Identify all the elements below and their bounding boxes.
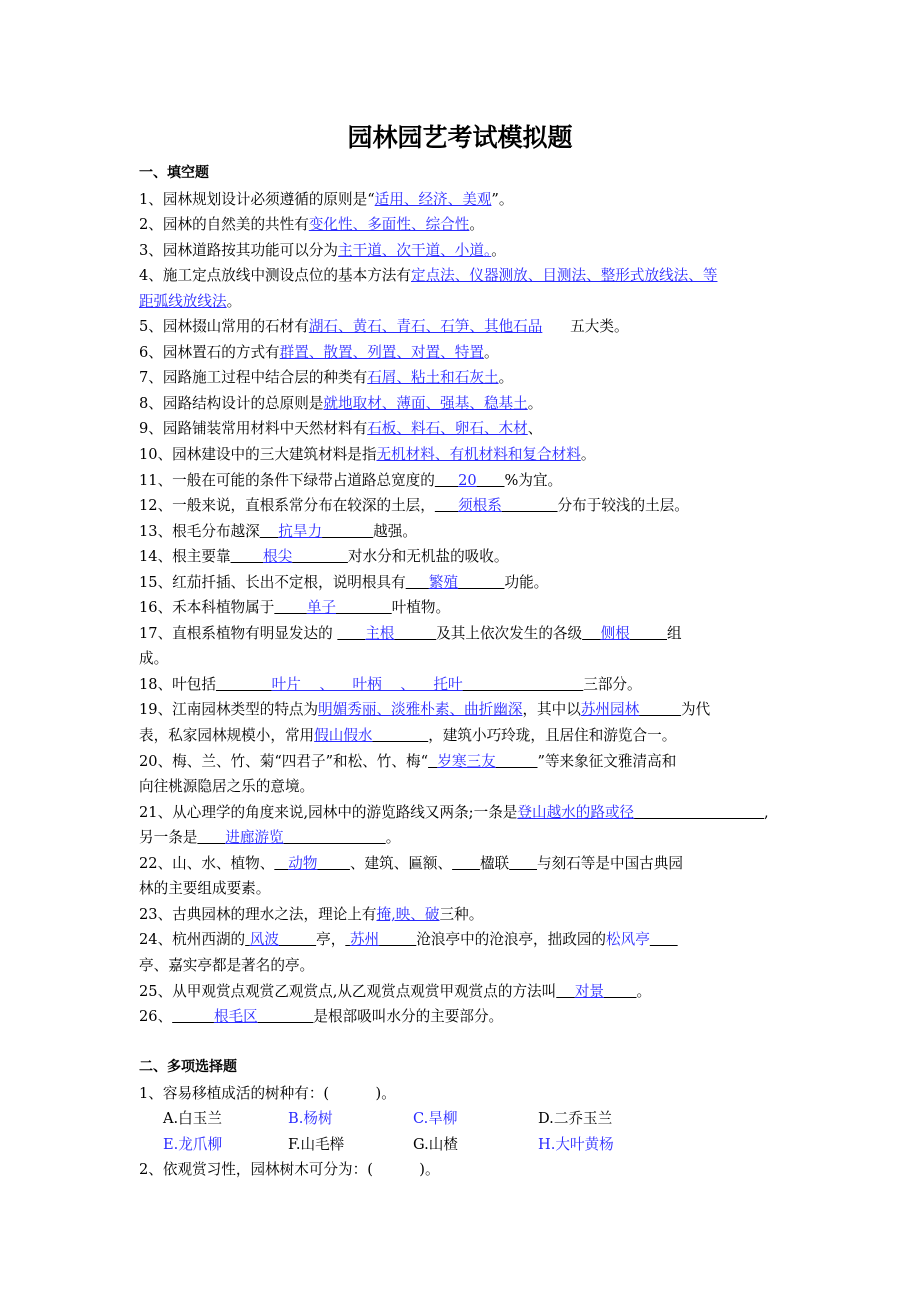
question-text: 2、园林的自然美的共性有	[139, 216, 309, 234]
question-text: 沧浪亭中的沧浪亭，拙政园的	[416, 931, 607, 949]
answer-text: 湖石、黄石、青石、石笋、其他石品	[308, 318, 543, 336]
question-line	[139, 953, 799, 979]
answer-text: 松风亭	[606, 931, 650, 949]
question-text: 五大类。	[542, 318, 629, 336]
answer-blank	[394, 625, 436, 642]
answer-text: 风波	[249, 931, 279, 949]
answer-blank	[452, 855, 480, 872]
question-line	[139, 519, 799, 545]
question-text: 林的主要组成要素。	[139, 880, 271, 898]
answer-blank	[317, 855, 349, 872]
answer-blank	[197, 829, 225, 846]
question-text: 10、园林建设中的三大建筑材料是指	[139, 446, 377, 464]
question-text: ”等来象征文雅清高和	[537, 752, 677, 770]
answer-text: 侧根	[600, 624, 630, 642]
answer-blank	[463, 676, 584, 693]
question-text: 11、一般在可能的条件下绿带占道路总宽度的	[139, 471, 435, 489]
question-line	[139, 774, 799, 800]
question-line	[139, 825, 799, 851]
question-text: 楹联	[479, 854, 510, 872]
question-line	[139, 314, 799, 340]
question-line	[139, 902, 799, 928]
mc-option: G.山楂	[413, 1135, 458, 1153]
answer-blank	[292, 548, 348, 565]
question-line	[139, 468, 799, 494]
question-text: 向往桃源隐居之乐的意境。	[139, 778, 315, 796]
question-line	[139, 442, 799, 468]
answer-blank	[284, 829, 386, 846]
question-line	[139, 493, 799, 519]
question-text: 。	[491, 241, 506, 259]
question-line	[139, 646, 799, 672]
question-text: 26、	[139, 1008, 173, 1026]
question-text: 20、梅、兰、竹、菊“四君子”和松、竹、梅“	[139, 752, 429, 770]
question-text: 6、园林置石的方式有	[139, 343, 280, 361]
question-text: 、建筑、匾额、	[349, 854, 453, 872]
question-line	[139, 800, 799, 826]
question-text: 越强。	[373, 522, 417, 540]
question-text: 功能。	[504, 573, 549, 591]
answer-text: 无机材料、有机材料和复合材料	[376, 446, 581, 464]
question-line	[139, 365, 799, 391]
question-line	[139, 979, 799, 1005]
answer-blank	[556, 983, 575, 1000]
answer-blank	[216, 676, 272, 693]
document-body	[139, 161, 799, 1183]
question-line	[139, 595, 799, 621]
mc-option: C.旱柳	[413, 1110, 458, 1128]
answer-text: 适用、经济、美观	[374, 190, 492, 208]
question-line	[139, 876, 799, 902]
question-text: 。	[527, 394, 543, 412]
answer-blank	[279, 931, 316, 948]
question-line	[139, 289, 799, 315]
question-text: 对水分和无机盐的吸收。	[347, 548, 509, 566]
question-text: 24、杭州西湖的	[139, 931, 246, 949]
answer-text: 变化性、多面性、综合性	[308, 216, 470, 234]
answer-text: 20	[458, 471, 477, 489]
question-text: 22、山、水、植物、	[139, 854, 275, 872]
question-line	[139, 570, 799, 596]
question-text: ，建筑小巧玲珑，且居住和游览合一。	[428, 727, 677, 745]
section-heading-multiple-choice: 二、多项选择题	[139, 1059, 237, 1076]
question-text: 叶植物。	[391, 599, 451, 617]
answer-blank	[258, 1008, 314, 1025]
question-line	[139, 697, 799, 723]
answer-text: 石屑、粘土和石灰土	[367, 369, 499, 387]
answer-blank	[336, 599, 392, 616]
question-line	[139, 238, 799, 264]
question-text: 三种。	[439, 905, 484, 923]
answer-blank	[477, 472, 505, 489]
question-text: 25、从甲观赏点观赏乙观赏点,从乙观赏点观赏甲观赏点的方法叫	[139, 982, 557, 1000]
answer-text: 对景	[574, 982, 605, 1000]
question-text: 。	[483, 343, 499, 361]
answer-blank	[502, 497, 558, 514]
answer-blank	[435, 497, 458, 514]
question-line	[139, 544, 799, 570]
answer-blank	[172, 1008, 214, 1025]
answer-blank	[630, 625, 667, 642]
question-text: 。	[385, 829, 401, 847]
answer-text: 主干道、次干道、小道。	[338, 241, 492, 259]
multiple-choice-questions	[139, 1081, 799, 1183]
answer-blank	[337, 625, 365, 642]
question-text: 。	[580, 446, 596, 464]
answer-text: 石板、料石、卵石、木材	[367, 420, 528, 438]
answer-text: 就地取材、薄面、强基、稳基土	[323, 394, 528, 412]
section-heading-fill-in: 一、填空题	[139, 165, 209, 181]
answer-text: 根尖	[263, 548, 293, 566]
question-text: 3、园林道路按其功能可以分为	[139, 241, 339, 259]
question-text: 亭、嘉实亭都是著名的亭。	[139, 956, 315, 974]
answer-blank	[231, 548, 263, 565]
question-line	[139, 416, 799, 442]
question-line	[139, 621, 799, 647]
fill-in-questions	[139, 187, 799, 1030]
question-text: 为代	[680, 701, 711, 719]
mc-option-row	[139, 1132, 799, 1158]
answer-text: 群置、散置、列置、对置、特置	[279, 343, 484, 361]
answer-text: 根毛区	[213, 1008, 258, 1026]
answer-text: 主根	[365, 624, 395, 642]
answer-text: 进廊游览	[225, 829, 284, 847]
answer-text: 假山假水	[314, 727, 373, 745]
answer-text: 掩,映、破	[376, 905, 440, 923]
mc-option: F.山毛榉	[288, 1135, 345, 1153]
question-text: 13、根毛分布越深	[139, 522, 260, 540]
question-text: 5、园林掇山常用的石材有	[139, 318, 309, 336]
answer-text: 苏州园林	[580, 701, 640, 719]
question-text: 成。	[139, 650, 169, 668]
question-text: 1、园林规划设计必须遵循的原则是“	[139, 190, 375, 208]
question-text: 亭，	[316, 931, 346, 949]
question-text: ,	[764, 803, 769, 821]
answer-text: 须根系	[458, 497, 502, 515]
mc-question: 1、容易移植成活的树种有：( )。	[139, 1084, 396, 1102]
question-text: 19、江南园林类型的特点为	[139, 701, 319, 719]
question-line	[139, 723, 799, 749]
question-text: 12、一般来说，直根系常分布在较深的土层，	[139, 497, 435, 515]
question-text: 4、施工定点放线中测设点位的基本方法有	[139, 267, 411, 285]
question-text: 与刻石等是中国古典园	[537, 854, 683, 872]
answer-text: 抗旱力	[278, 522, 323, 540]
answer-blank	[379, 931, 416, 948]
question-text: 18、叶包括	[139, 675, 216, 693]
question-text: 7、园路施工过程中结合层的种类有	[139, 369, 368, 387]
question-text: 16、禾本科植物属于	[139, 599, 275, 617]
answer-blank	[274, 599, 306, 616]
question-text: 分布于较浅的土层。	[557, 497, 689, 515]
question-text: 及其上依次发生的各级	[436, 624, 583, 642]
mc-option: E.龙爪柳	[163, 1135, 223, 1153]
question-text: 21、从心理学的角度来说,园林中的游览路线又两条;一条是	[139, 803, 518, 821]
question-line	[139, 187, 799, 213]
answer-blank	[322, 523, 373, 540]
answer-blank	[428, 753, 437, 770]
question-line	[139, 263, 799, 289]
question-text: 。	[226, 292, 242, 310]
answer-blank	[509, 855, 537, 872]
answer-blank	[406, 574, 429, 591]
question-text: ，其中以	[522, 701, 581, 719]
question-text: 15、红茄扦插、长出不定根，说明根具有	[139, 573, 406, 591]
question-text: 8、园路结构设计的总原则是	[139, 394, 324, 412]
answer-text: 岁寒三友	[437, 752, 496, 770]
answer-blank	[496, 753, 538, 770]
question-line	[139, 749, 799, 775]
answer-text: 明媚秀丽、淡雅朴素、曲折幽深	[318, 701, 523, 719]
question-line	[139, 340, 799, 366]
question-line	[139, 212, 799, 238]
answer-text: 苏州	[349, 931, 380, 949]
question-text: ”。	[491, 190, 514, 208]
question-text: 组	[667, 624, 682, 642]
answer-blank	[582, 625, 601, 642]
question-text: 9、园路铺装常用材料中天然材料有	[139, 420, 368, 438]
answer-text: 动物	[288, 854, 318, 872]
answer-text: 单子	[306, 599, 337, 617]
mc-option-row	[139, 1106, 799, 1132]
answer-blank	[650, 931, 678, 948]
mc-option: A.白玉兰	[163, 1110, 222, 1128]
answer-blank	[458, 574, 504, 591]
question-text: 。	[498, 369, 514, 387]
question-text: 三部分。	[583, 675, 642, 693]
answer-blank	[604, 983, 636, 1000]
question-line	[139, 391, 799, 417]
mc-option: H.大叶黄杨	[538, 1135, 614, 1153]
answer-text: 繁殖	[428, 573, 459, 591]
answer-blank	[260, 523, 279, 540]
page-title: 园林园艺考试模拟题	[347, 123, 573, 152]
question-line	[139, 927, 799, 953]
question-line	[139, 672, 799, 698]
answer-blank	[639, 701, 681, 718]
answer-blank	[634, 804, 764, 821]
question-line	[139, 1004, 799, 1030]
answer-text: 距弧线放线法	[139, 292, 227, 310]
mc-option: D.二乔玉兰	[538, 1110, 613, 1128]
question-text: %为宜。	[504, 471, 563, 489]
question-text: 是根部吸叫水分的主要部分。	[313, 1008, 504, 1026]
answer-text: 叶片 、 叶柄 、 托叶	[271, 675, 463, 693]
mc-question: 2、依观赏习性，园林树木可分为：( )。	[139, 1161, 440, 1179]
question-text: 17、直根系植物有明显发达的	[139, 624, 338, 642]
question-text: 、	[527, 420, 543, 438]
question-text: 14、根主要靠	[139, 548, 231, 566]
answer-blank	[373, 727, 429, 744]
question-text: 23、古典园林的理水之法，理论上有	[139, 905, 377, 923]
answer-blank	[435, 472, 458, 489]
answer-text: 定点法、仪器测放、目测法、整形式放线法、等	[410, 267, 718, 285]
answer-text: 登山越水的路或径	[517, 803, 635, 821]
question-text: 另一条是	[139, 829, 198, 847]
question-text: 。	[636, 982, 652, 1000]
question-line	[139, 851, 799, 877]
question-text: 表，私家园林规模小，常用	[139, 727, 315, 745]
mc-option: B.杨树	[288, 1110, 333, 1128]
answer-blank	[274, 855, 288, 872]
question-text: 。	[469, 216, 484, 234]
